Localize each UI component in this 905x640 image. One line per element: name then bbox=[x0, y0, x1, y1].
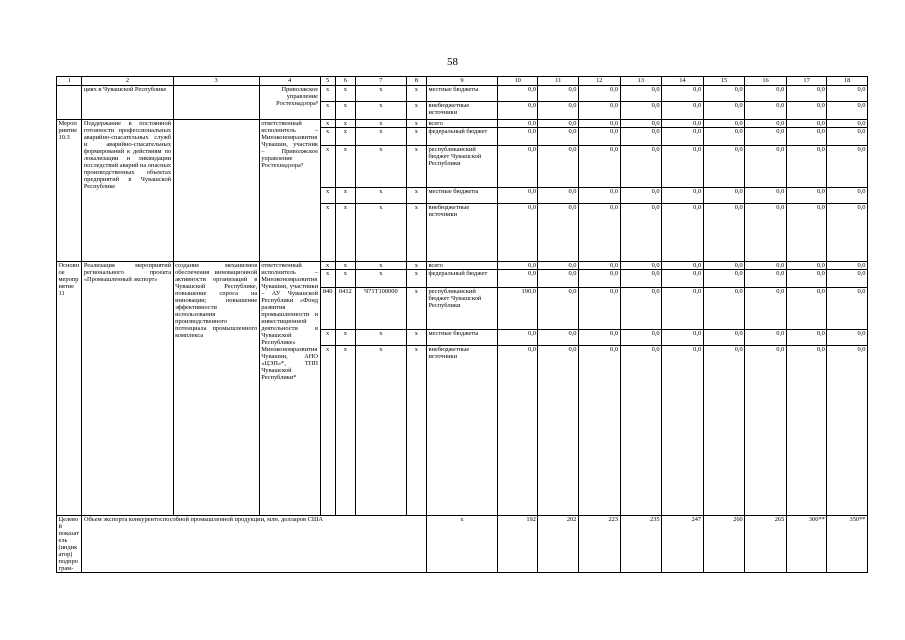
amount-cell: 0,0 bbox=[497, 86, 538, 102]
target-x-cell: х bbox=[426, 516, 497, 573]
funding-source-cell: республиканский бюджет Чувашской Республики bbox=[426, 288, 497, 330]
amount-cell: 0,0 bbox=[827, 146, 868, 188]
budget-code-cell: х bbox=[356, 86, 407, 102]
amount-cell: 0,0 bbox=[745, 270, 787, 288]
amount-cell: 0,0 bbox=[745, 288, 787, 330]
target-indicator-row bbox=[57, 516, 868, 573]
budget-code-cell: х bbox=[356, 204, 407, 262]
amount-cell: 0,0 bbox=[827, 262, 868, 270]
amount-cell: 0,0 bbox=[578, 86, 620, 102]
table-row bbox=[57, 262, 868, 270]
amount-cell: 0,0 bbox=[497, 204, 538, 262]
amount-cell: 0,0 bbox=[620, 270, 662, 288]
event-number-cell: Мероприятие 10.3 bbox=[57, 120, 82, 262]
amount-cell: 0,0 bbox=[538, 204, 579, 262]
budget-code-cell: х bbox=[406, 262, 426, 270]
column-number-header: 16 bbox=[745, 77, 787, 86]
goal-cell bbox=[173, 120, 259, 262]
amount-cell: 0,0 bbox=[620, 120, 662, 128]
budget-code-cell: х bbox=[335, 188, 355, 204]
column-number-header: 5 bbox=[320, 77, 335, 86]
funding-source-cell: внебюджетные источники bbox=[426, 346, 497, 516]
amount-cell: 0,0 bbox=[662, 346, 704, 516]
amount-cell: 0,0 bbox=[538, 330, 579, 346]
amount-cell: 0,0 bbox=[578, 262, 620, 270]
amount-cell: 0,0 bbox=[827, 204, 868, 262]
column-number-header: 7 bbox=[356, 77, 407, 86]
amount-cell: 0,0 bbox=[497, 346, 538, 516]
amount-cell: 0,0 bbox=[786, 120, 827, 128]
amount-cell: 0,0 bbox=[538, 346, 579, 516]
budget-code-cell: х bbox=[356, 120, 407, 128]
budget-code-cell: х bbox=[335, 86, 355, 102]
budget-code-cell: х bbox=[356, 262, 407, 270]
target-value-cell: 265 bbox=[745, 516, 787, 573]
budget-code-cell: х bbox=[406, 86, 426, 102]
amount-cell: 0,0 bbox=[662, 262, 704, 270]
budget-code-cell: х bbox=[406, 346, 426, 516]
amount-cell: 0,0 bbox=[538, 102, 579, 120]
budget-code-cell: х bbox=[356, 270, 407, 288]
budget-code-cell: х bbox=[356, 330, 407, 346]
amount-cell: 0,0 bbox=[703, 346, 745, 516]
amount-cell: 0,0 bbox=[578, 128, 620, 146]
budget-code-cell: х bbox=[320, 146, 335, 188]
amount-cell: 0,0 bbox=[578, 288, 620, 330]
amount-cell: 0,0 bbox=[703, 188, 745, 204]
column-number-header: 9 bbox=[426, 77, 497, 86]
amount-cell: 0,0 bbox=[745, 102, 787, 120]
amount-cell: 0,0 bbox=[745, 86, 787, 102]
amount-cell: 0,0 bbox=[497, 262, 538, 270]
amount-cell: 0,0 bbox=[703, 262, 745, 270]
amount-cell: 0,0 bbox=[620, 288, 662, 330]
amount-cell: 0,0 bbox=[578, 270, 620, 288]
budget-code-cell: х bbox=[335, 120, 355, 128]
budget-code-cell: х bbox=[320, 204, 335, 262]
budget-code-cell: х bbox=[406, 102, 426, 120]
amount-cell: 0,0 bbox=[620, 128, 662, 146]
amount-cell: 0,0 bbox=[786, 128, 827, 146]
column-number-header: 15 bbox=[703, 77, 745, 86]
page-number: 58 bbox=[447, 56, 458, 68]
amount-cell: 0,0 bbox=[620, 86, 662, 102]
column-number-header: 12 bbox=[578, 77, 620, 86]
budget-code-cell: х bbox=[406, 288, 426, 330]
event-description-cell: циях в Чувашской Республике bbox=[82, 86, 173, 120]
funding-source-cell: всего bbox=[426, 262, 497, 270]
budget-code-cell: х bbox=[335, 146, 355, 188]
table-row bbox=[57, 120, 868, 128]
amount-cell: 0,0 bbox=[662, 102, 704, 120]
amount-cell: 0,0 bbox=[786, 262, 827, 270]
amount-cell: 0,0 bbox=[703, 330, 745, 346]
amount-cell: 0,0 bbox=[620, 262, 662, 270]
budget-code-cell: х bbox=[335, 128, 355, 146]
table-row bbox=[57, 86, 868, 102]
budget-code-cell: х bbox=[406, 128, 426, 146]
amount-cell: 0,0 bbox=[827, 288, 868, 330]
amount-cell: 0,0 bbox=[786, 102, 827, 120]
column-number-header: 4 bbox=[259, 77, 320, 86]
budget-code-cell: х bbox=[320, 120, 335, 128]
funding-source-cell: внебюджетные источники bbox=[426, 102, 497, 120]
amount-cell: 0,0 bbox=[578, 102, 620, 120]
budget-code-cell: х bbox=[320, 270, 335, 288]
amount-cell: 0,0 bbox=[620, 102, 662, 120]
amount-cell: 0,0 bbox=[827, 120, 868, 128]
budget-code-cell: х bbox=[320, 86, 335, 102]
budget-code-cell: х bbox=[356, 146, 407, 188]
amount-cell: 0,0 bbox=[497, 128, 538, 146]
budget-code-cell: х bbox=[335, 346, 355, 516]
event-description-cell: Поддержание в постоянной готовности профессиональных аварийно-спасательных служб и аварийно-спасательных формирований к действиям по локализации и ликвидации последствий аварий на опасных производственных объектах предприятий в Чувашской Республике bbox=[82, 120, 173, 262]
amount-cell: 0,0 bbox=[827, 102, 868, 120]
amount-cell: 0,0 bbox=[703, 204, 745, 262]
executor-cell: ответственный исполнитель – Минэкономразвития Чувашии, участник – Приволжское управление Ростехнадзора⁹ bbox=[259, 120, 320, 262]
amount-cell: 0,0 bbox=[745, 120, 787, 128]
amount-cell: 0,0 bbox=[497, 102, 538, 120]
amount-cell: 0,0 bbox=[538, 120, 579, 128]
funding-source-cell: местные бюджеты bbox=[426, 188, 497, 204]
budget-code-cell: х bbox=[320, 102, 335, 120]
budget-code-cell: х bbox=[320, 346, 335, 516]
amount-cell: 0,0 bbox=[703, 288, 745, 330]
funding-source-cell: федеральный бюджет bbox=[426, 128, 497, 146]
amount-cell: 0,0 bbox=[497, 330, 538, 346]
amount-cell: 0,0 bbox=[662, 288, 704, 330]
amount-cell: 0,0 bbox=[620, 330, 662, 346]
amount-cell: 0,0 bbox=[578, 120, 620, 128]
budget-code-cell: х bbox=[335, 204, 355, 262]
target-value-cell: 192 bbox=[497, 516, 538, 573]
amount-cell: 0,0 bbox=[662, 120, 704, 128]
budget-code-cell: х bbox=[320, 330, 335, 346]
funding-source-cell: республиканский бюджет Чувашской Республики bbox=[426, 146, 497, 188]
budget-code-cell: х bbox=[356, 102, 407, 120]
budget-code-cell: Ч71Т100000 bbox=[356, 288, 407, 330]
amount-cell: 0,0 bbox=[786, 288, 827, 330]
amount-cell: 0,0 bbox=[578, 188, 620, 204]
funding-source-cell: федеральный бюджет bbox=[426, 270, 497, 288]
amount-cell: 0,0 bbox=[827, 188, 868, 204]
column-number-header: 17 bbox=[786, 77, 827, 86]
amount-cell: 0,0 bbox=[620, 146, 662, 188]
amount-cell: 0,0 bbox=[538, 262, 579, 270]
target-value-cell: 300** bbox=[786, 516, 827, 573]
amount-cell: 0,0 bbox=[703, 86, 745, 102]
event-description-cell: Реализация мероприятий регионального проекта «Промышленный экспорт» bbox=[82, 262, 173, 516]
budget-code-cell: х bbox=[406, 270, 426, 288]
amount-cell: 0,0 bbox=[662, 204, 704, 262]
amount-cell: 0,0 bbox=[703, 102, 745, 120]
target-value-cell: 350** bbox=[827, 516, 868, 573]
budget-code-cell: х bbox=[335, 102, 355, 120]
target-value-cell: 223 bbox=[578, 516, 620, 573]
budget-code-cell: х bbox=[320, 188, 335, 204]
amount-cell: 0,0 bbox=[662, 86, 704, 102]
amount-cell: 0,0 bbox=[538, 288, 579, 330]
funding-table bbox=[56, 76, 868, 573]
amount-cell: 0,0 bbox=[620, 188, 662, 204]
funding-source-cell: местные бюджеты bbox=[426, 86, 497, 102]
budget-code-cell: 840 bbox=[320, 288, 335, 330]
amount-cell: 0,0 bbox=[497, 188, 538, 204]
column-number-header: 1 bbox=[57, 77, 82, 86]
amount-cell: 0,0 bbox=[745, 204, 787, 262]
column-number-header: 10 bbox=[497, 77, 538, 86]
amount-cell: 0,0 bbox=[703, 270, 745, 288]
amount-cell: 0,0 bbox=[745, 188, 787, 204]
target-value-cell: 235 bbox=[620, 516, 662, 573]
budget-code-cell: х bbox=[320, 262, 335, 270]
amount-cell: 0,0 bbox=[497, 270, 538, 288]
amount-cell: 0,0 bbox=[786, 346, 827, 516]
amount-cell: 0,0 bbox=[538, 146, 579, 188]
column-number-header: 11 bbox=[538, 77, 579, 86]
amount-cell: 0,0 bbox=[497, 120, 538, 128]
amount-cell: 0,0 bbox=[745, 330, 787, 346]
amount-cell: 0,0 bbox=[745, 146, 787, 188]
executor-cell: ответственный исполнитель – Минэкономразвития Чувашии, участники – АУ Чувашской Республики «Фонд развития промышленности и инвестиционной деятельности в Чувашской Республике» Минэкономразвития Чувашии, АНО «ЦЭП»*, ТПП Чувашской Республики* bbox=[259, 262, 320, 516]
amount-cell: 0,0 bbox=[786, 270, 827, 288]
event-number-cell: Основное мероприятие 11 bbox=[57, 262, 82, 516]
budget-code-cell: х bbox=[406, 204, 426, 262]
amount-cell: 0,0 bbox=[827, 86, 868, 102]
column-number-header: 14 bbox=[662, 77, 704, 86]
amount-cell: 0,0 bbox=[538, 128, 579, 146]
budget-code-cell: х bbox=[356, 346, 407, 516]
amount-cell: 0,0 bbox=[827, 330, 868, 346]
amount-cell: 0,0 bbox=[538, 270, 579, 288]
column-number-header: 18 bbox=[827, 77, 868, 86]
column-number-header: 2 bbox=[82, 77, 173, 86]
amount-cell: 0,0 bbox=[662, 188, 704, 204]
amount-cell: 0,0 bbox=[538, 86, 579, 102]
amount-cell: 0,0 bbox=[620, 204, 662, 262]
budget-code-cell: х bbox=[356, 188, 407, 204]
amount-cell: 0,0 bbox=[662, 330, 704, 346]
amount-cell: 0,0 bbox=[578, 146, 620, 188]
amount-cell: 0,0 bbox=[703, 146, 745, 188]
budget-code-cell: х bbox=[406, 120, 426, 128]
budget-code-cell: х bbox=[335, 262, 355, 270]
amount-cell: 0,0 bbox=[620, 346, 662, 516]
amount-cell: 0,0 bbox=[745, 262, 787, 270]
target-description-cell: Объем экспорта конкурентоспособной промышленной продукции, млн. долларов США bbox=[82, 516, 427, 573]
target-value-cell: 260 bbox=[703, 516, 745, 573]
header-row bbox=[57, 77, 868, 86]
target-value-cell: 202 bbox=[538, 516, 579, 573]
amount-cell: 0,0 bbox=[662, 128, 704, 146]
funding-source-cell: местные бюджеты bbox=[426, 330, 497, 346]
amount-cell: 0,0 bbox=[703, 128, 745, 146]
amount-cell: 0,0 bbox=[827, 346, 868, 516]
event-cell bbox=[57, 86, 82, 120]
amount-cell: 0,0 bbox=[786, 204, 827, 262]
budget-code-cell: х bbox=[356, 128, 407, 146]
target-label-cell: Целевой показатель (индикатор) подпрограм- bbox=[57, 516, 82, 573]
target-value-cell: 247 bbox=[662, 516, 704, 573]
funding-source-cell: внебюджетные источники bbox=[426, 204, 497, 262]
budget-code-cell: х bbox=[320, 128, 335, 146]
goal-cell: создание механизмов обеспечения инновационной активности организаций в Чувашской Республике, повышение спроса на инновации; повышение эффективности использования производственного потенциала промышленного комплекса bbox=[173, 262, 259, 516]
column-number-header: 8 bbox=[406, 77, 426, 86]
goal-cell bbox=[173, 86, 259, 120]
amount-cell: 0,0 bbox=[578, 330, 620, 346]
executor-cell: Приволжское управление Ростехнадзора⁹ bbox=[259, 86, 320, 120]
amount-cell: 0,0 bbox=[578, 204, 620, 262]
budget-code-cell: х bbox=[406, 188, 426, 204]
column-number-header: 6 bbox=[335, 77, 355, 86]
amount-cell: 0,0 bbox=[497, 146, 538, 188]
column-number-header: 13 bbox=[620, 77, 662, 86]
budget-code-cell: х bbox=[335, 270, 355, 288]
amount-cell: 0,0 bbox=[578, 346, 620, 516]
amount-cell: 0,0 bbox=[827, 128, 868, 146]
budget-code-cell: 0412 bbox=[335, 288, 355, 330]
column-number-header: 3 bbox=[173, 77, 259, 86]
budget-code-cell: х bbox=[406, 146, 426, 188]
amount-cell: 0,0 bbox=[786, 188, 827, 204]
amount-cell: 0,0 bbox=[703, 120, 745, 128]
amount-cell: 0,0 bbox=[662, 146, 704, 188]
funding-source-cell: всего bbox=[426, 120, 497, 128]
amount-cell: 0,0 bbox=[786, 86, 827, 102]
amount-cell: 0,0 bbox=[538, 188, 579, 204]
amount-cell: 0,0 bbox=[745, 128, 787, 146]
amount-cell: 0,0 bbox=[745, 346, 787, 516]
amount-cell: 190,0 bbox=[497, 288, 538, 330]
budget-code-cell: х bbox=[406, 330, 426, 346]
amount-cell: 0,0 bbox=[786, 146, 827, 188]
budget-code-cell: х bbox=[335, 330, 355, 346]
amount-cell: 0,0 bbox=[786, 330, 827, 346]
amount-cell: 0,0 bbox=[662, 270, 704, 288]
amount-cell: 0,0 bbox=[827, 270, 868, 288]
